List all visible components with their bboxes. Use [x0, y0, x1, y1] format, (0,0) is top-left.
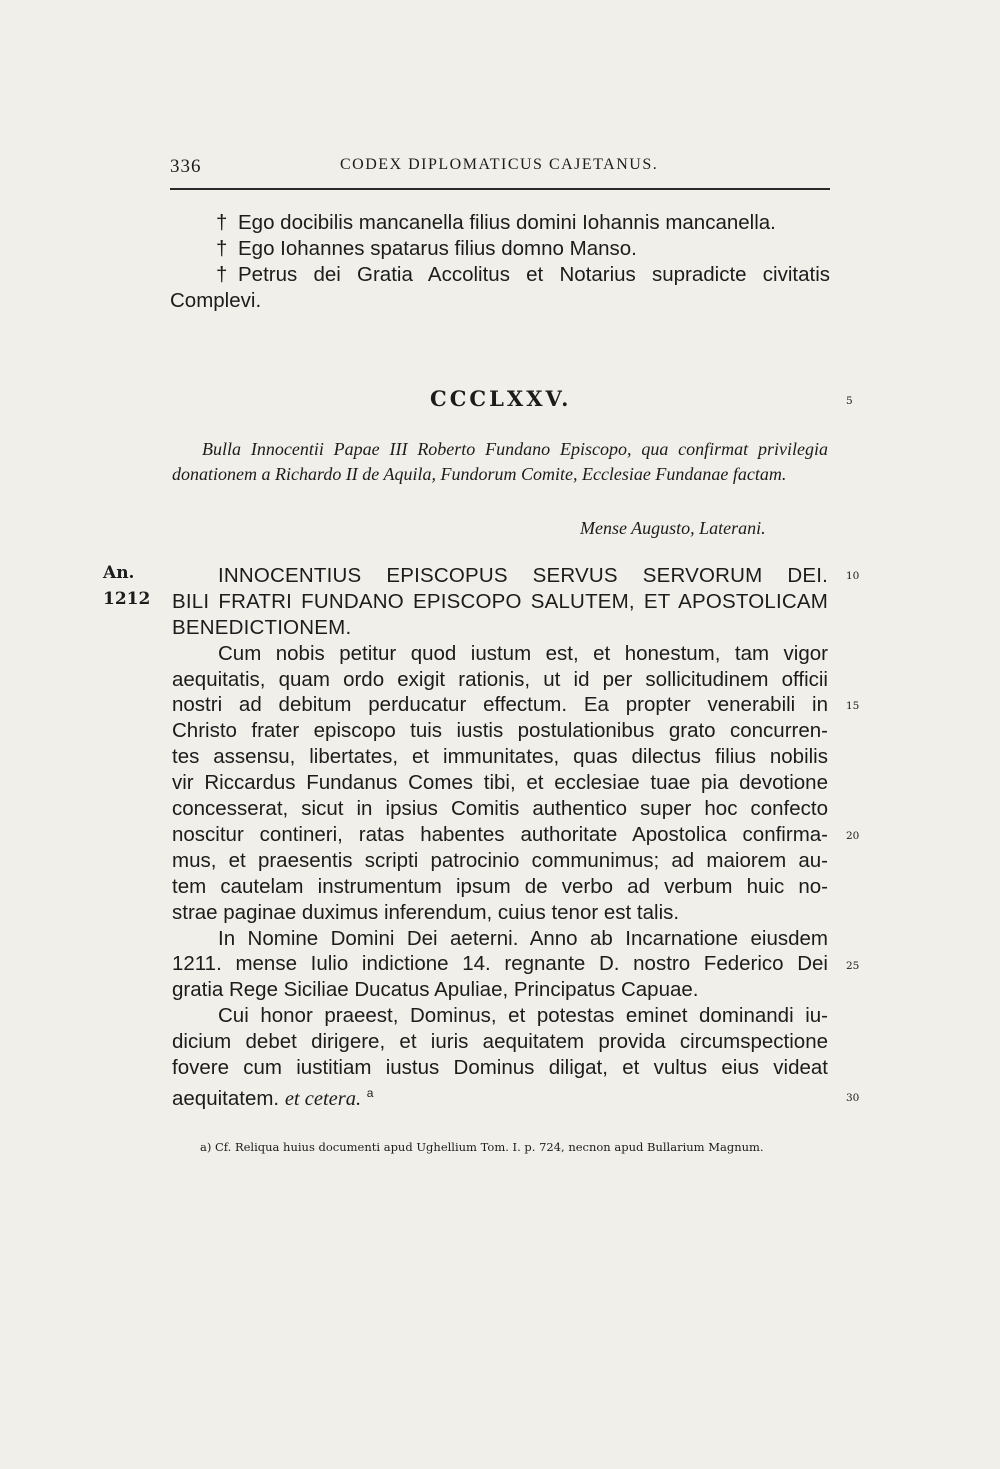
- page-number: 336: [170, 156, 202, 177]
- text-line: concesserat, sicut in ipsius Comitis authentico super hoc confecto: [172, 797, 828, 821]
- signature-line: † Ego Iohannes spatarus filius domno Manso.: [216, 237, 637, 260]
- text-line: In Nomine Domini Dei aeterni. Anno ab Incarnatione eiusdem: [218, 926, 828, 950]
- text-line: INNOCENTIUS EPISCOPUS SERVUS SERVORUM DEI.: [218, 564, 828, 587]
- line-number: 20: [846, 830, 860, 842]
- et-cetera: et cetera.: [284, 1087, 362, 1110]
- text-line: aequitatis, quam ordo exigit rationis, ut id per sollicitudinem officii: [172, 667, 828, 691]
- text-line: BENEDICTIONEM.: [172, 615, 352, 639]
- text-line: fovere cum iustitiam iustus Dominus diligat, et vultus eius videat: [172, 1055, 828, 1079]
- line-number: 10: [846, 570, 860, 582]
- cross-icon: †: [216, 211, 228, 234]
- text-line: noscitur contineri, ratas habentes authoritate Apostolica confirma-: [172, 822, 828, 846]
- cross-icon: †: [216, 263, 228, 286]
- text-line-last: aequitatem. et cetera. $^a$: [172, 1085, 374, 1110]
- line-number: 30: [846, 1092, 860, 1104]
- text-line: Christo frater episcopo tuis iustis postulationibus grato concurren-: [172, 719, 828, 743]
- text-line: tem cautelam instrumentum ipsum de verbo ad verbum huic no-: [172, 874, 828, 898]
- charter-number: CCCLXXV.: [430, 386, 572, 411]
- text-line: nostri ad debitum perducatur effectum. Ea propter venerabili in: [172, 693, 828, 717]
- main-text: [172, 563, 828, 1113]
- text-line: gratia Rege Siciliae Ducatus Apuliae, Principatus Capuae.: [172, 978, 699, 1002]
- cross-icon: †: [216, 237, 228, 260]
- signature-block: [170, 210, 830, 314]
- footnote-mark: a: [366, 1085, 374, 1100]
- line-number: 15: [846, 700, 860, 712]
- header-rule: [170, 188, 830, 190]
- line-number: 5: [846, 395, 853, 407]
- text-line: Cum nobis petitur quod iustum est, et honestum, tam vigor: [218, 641, 828, 665]
- date-place: Mense Augusto, Laterani.: [580, 518, 766, 538]
- text-line: Cui honor praeest, Dominus, et potestas eminet dominandi iu-: [218, 1004, 828, 1028]
- year-marker-value: 1212: [103, 589, 151, 609]
- running-title: CODEX DIPLOMATICUS CAJETANUS.: [340, 156, 659, 173]
- text-line: vir Riccardus Fundanus Comes tibi, et ecclesiae tuae pia devotione: [172, 771, 828, 795]
- text-line: BILI FRATRI FUNDANO EPISCOPO SALUTEM, ET APOSTOLICAM: [172, 589, 828, 613]
- line-number: 25: [846, 960, 860, 972]
- year-marker-label: An.: [103, 563, 135, 583]
- text-line: strae paginae duximus inferendum, cuius tenor est talis.: [172, 900, 680, 924]
- signature-line: † Petrus dei Gratia Accolitus et Notarius supradicte civitatis: [216, 263, 830, 286]
- text-line: dicium debet dirigere, et iuris aequitatem provida circumspectione: [172, 1030, 828, 1054]
- running-head: [170, 156, 830, 184]
- signature-end: Complevi.: [170, 289, 262, 312]
- text-line: 1211. mense Iulio indictione 14. regnante D. nostro Federico Dei: [172, 952, 828, 976]
- footnote: a) Cf. Reliqua huius documenti apud Ughellium Tom. I. p. 724, necnon apud Bullarium Magnum.: [200, 1140, 764, 1154]
- text-line: mus, et praesentis scripti patrocinio communimus; ad maiorem au-: [172, 848, 828, 872]
- text-line: tes assensu, libertates, et immunitates, quas dilectus filius nobilis: [172, 745, 828, 769]
- charter-summary: Bulla Innocentii Papae III Roberto Fundano Episcopo, qua confirmat privilegia donationem a Richardo II de Aquila, Fundorum Comite, Ecclesiae Fundanae factam.: [172, 439, 828, 484]
- signature-line: † Ego docibilis mancanella filius domini Iohannis mancanella.: [216, 211, 776, 234]
